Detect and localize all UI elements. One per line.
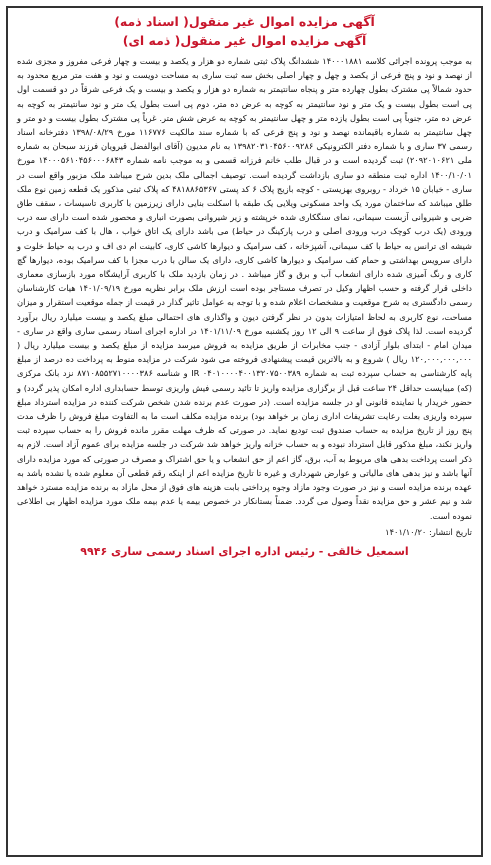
notice-title-1: آگهی مزایده اموال غیر منقول( اسناد ذمه) <box>114 14 375 29</box>
publication-date: تاریخ انتشار: ۱۴۰۱/۱۰/۲۰ <box>385 526 472 537</box>
notice-body: به موجب پرونده اجرائی کلاسه ۱۴۰۰۰۱۸۸۱ ششدانگ پلاک ثبتی شماره دو هزار و یکصد و بیست و چهار فرعی مفروز و مجزی شده از نهصد و نود و پنج فرعی از یکصد و چهل و چهار اصلی بخش سه ثبت ساری به مساحت دویست و نود و هفت متر مربع محدود به حدود شمالاً پی مشترک بطول چهارده متر و پنجاه سانتیمتر به شماره دو هزار و یکصد و بیست و یک فرعی شرقاً در دو قسمت اول پی است بطول بیست و یک متر و نود سانتیمتر به کوچه به عرض ده متر، دوم پی است بطول یک متر و نود سانتیمتر به کوچه به عرض ده متر، جنوباً پی است بطول یازده متر و چهل سانتیمتر به کوچه به عرض شش متر. غرباً پی مشترک بطول بیست و دو متر و چهل سانتیمتر به شماره باقیمانده نهصد و نود و پنج فرعی که با شماره سند مالکیت ۱۱۶۷۷۶ مورخ ۱۳۹۸/۰۸/۲۹ دفترخانه اسناد رسمی ۳۷ ساری و با شماره دفتر الکترونیکی ۱۳۹۸۲۰۳۱۰۴۵۶۰۰۹۲۸۶ به نام مدیون (آقای ابوالفضل قیرویان فرزند سبحان به شماره ملی ۲۰۹۲۰۱۰۶۲۱) ثبت گردیده است و در قبال طلب خانم فرزانه قسمی و به موجب نامه شماره ۱۴۰۰۰۵۶۱۰۴۵۶۰۰۰۶۸۴۳ مورخ ۱۴۰۰/۱۰/۰۱ اداره ثبت منطقه دو ساری بازداشت گردیده است. توصیف اجمالی ملک بدین شرح میباشد ملک مزبور واقع است در ساری - خیابان ۱۵ خرداد - روبروی بهزیستی - کوچه بازیج پلاک ۶ کد پستی ۴۸۱۸۸۶۵۳۶۷ که پلاک ثبتی مذکور یک قطعه زمین نوع ملک طلق میباشد که ساختمان مورد یک واحد مسکونی ویلایی یک طبقه با اسکلت بنایی دارای زیرزمین با کاربری تاسیسات ، سقف طاق ضربی و شیروانی آزبست سیمانی، نمای سنگکاری شده خرپشته و زیر شیروانی بصورت انباری و محصور شده است دارای سه درب ورودی (یک درب کوچک درب ورودی اصلی و درب پارکینگ در حیاط) می باشد دارای یک اتاق خواب ، هال با کف سرامیک و درب شیشه ای ترانس به حیاط با کف سیمانی، آشپزخانه ، کف سرامیک و دیوارها کاشی کاری، کابینت ام دی اف و درب به حیاط خلوت و دارای سرویس بهداشتی و حمام کف سرامیک و دیوارها کاشی کاری، دارای یک سالن با درب مجزا با کف سرامیک بوده، دیوارها گچ کاری و رنگ آمیزی شده دارای انشعاب آب و برق و گاز میباشد . در زمان بازدید ملک با کاربری آرایشگاه مورد بازسازی معماری داخلی قرار گرفته و حسب اظهار وکیل در تصرف مستاجر بوده است ارزش ملک برابر نظریه مورخ ۱۴۰۱/۰۹/۱۹ هیات کارشناسان رسمی دادگستری به شرح موقعیت و مشخصات اعلام شده و با توجه به عوامل تاثیر گذار در قیمت از جمله موقعیت استقرار و میزان مساحت، نوع کاربری به لحاظ امتیازات بدون در نظر گرفتن دیون و واگذاری های احتمالی مبلغ یکصد و بیست میلیارد ریال برآورد گردیده است. لذا پلاک فوق از ساعت ۹ الی ۱۲ روز یکشنبه مورخ ۱۴۰۱/۱۱/۰۹ در اداره اجرای اسناد رسمی ساری واقع در ساری - میدان امام - ابتدای بلوار آزادی - جنب مخابرات از طریق مزایده به فروش میرسد مزایده از مبلغ یکصد و بیست میلیارد ریال ( ۱۲۰,۰۰۰,۰۰۰,۰۰۰ ریال ) شروع و به بالاترین قیمت پیشنهادی فروخته می شود شرکت در مزایده منوط به پرداخت ده درصد از مبلغ پایه کارشناسی به حساب سپرده ثبت به شماره IR ۰۴۰۱۰۰۰۰۴۰۰۱۳۲۰۷۵۰۰۳۸۹ و شناسه ۸۷۱۰۸۵۵۲۷۱۰۰۰۰۳۸۶ نزد بانک مرکزی (که) میبایست حداقل ۲۴ ساعت قبل از برگزاری مزایده واریز تا تائید رسمی فیش واریزی توسط حسابداری اداره امکان پذیر گردد) و حضور خریدار یا نماینده قانونی او در جلسه مزایده است. (در صورت عدم برنده شدن شخص شرکت کننده در مزایده استرداد مبلغ سپرده واریزی بعلت رعایت تشریفات اداری زمان بر خواهد بود) برنده مزایده مکلف است ما به التفاوت مبلغ فروش را ظرف مدت پنج روز از تاریخ مزایده به حساب صندوق ثبت تودیع نماید. در صورتی که ظرف مهلت مقرر مانده فروش را به حساب سپرده ثبت واریز نکند، مبلغ مذکور قابل استرداد نبوده و به حساب خزانه واریز خواهد شد شرکت در جلسه مزایده برای عموم آزاد است. لازم به ذکر است پرداخت بدهی های مربوط به آب، برق، گاز اعم از حق انشعاب و یا حق اشتراک و مصرف در صورتی که مورد مزایده دارای آنها باشد و نیز بدهی های مالیاتی و عوارض شهرداری و غیره تا تاریخ مزایده اعم از اینکه رقم قطعی آن معلوم شده یا نشده باشد به عهده برنده مزایده است و نیز در صورت وجود مازاد وجوه پرداختی بابت هزینه های فوق از محل مازاد به برنده مزایده مسترد خواهد شد و نیم عشر و حق مزایده نقداً وصول می گردد. ضمناً بستانکار در خصوص بیمه یا عدم بیمه ملک مورد مزایده اظهار بی اطلاعی نموده است. <box>17 56 473 521</box>
notice-title-2: آگهی مزایده اموال غیر منقول( ذمه ای) <box>122 33 367 48</box>
auction-notice <box>6 6 483 857</box>
signature: اسمعیل خالقی - رئیس اداره اجرای اسناد رسمی ساری ۹۹۴۶ <box>80 544 409 558</box>
